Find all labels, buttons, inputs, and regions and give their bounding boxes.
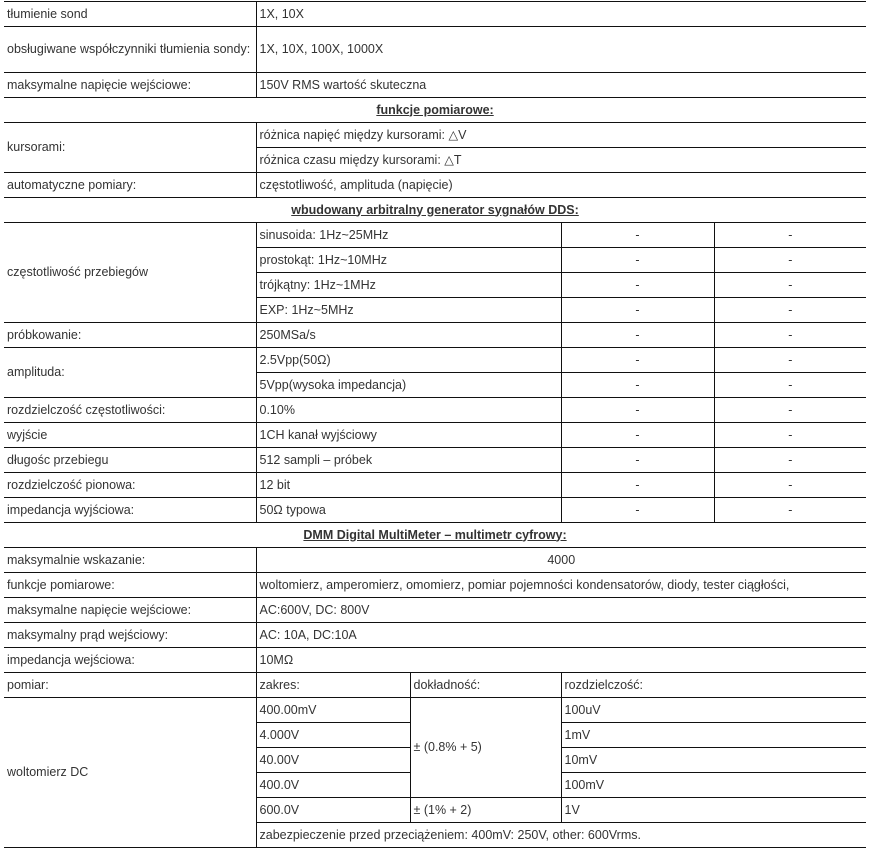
amp-value: 2.5Vpp(50Ω) [256,348,561,373]
dash-cell: - [714,323,866,348]
table-row [4,2,866,27]
dash-cell: - [714,373,866,398]
dash-cell: - [714,448,866,473]
dash-cell: - [714,473,866,498]
table-row [4,598,866,623]
vdc-acc: ± (1% + 2) [410,798,561,823]
vdc-res: 100mV [561,773,866,798]
dmm-header: DMM Digital MultiMeter – multimetr cyfrowy: [4,523,866,548]
spec-table [4,1,866,848]
dash-cell: - [714,248,866,273]
cursor-dv: różnica napięć między kursorami: △V [256,123,866,148]
table-row [4,27,866,73]
vres-label: rozdzielczość pionowa: [4,473,256,498]
vdc-range: 40.00V [256,748,410,773]
amp-value: 5Vpp(wysoka impedancja) [256,373,561,398]
table-row [4,673,866,698]
dash-cell: - [561,373,714,398]
dash-cell: - [714,298,866,323]
meas-label: pomiar: [4,673,256,698]
freq-value: EXP: 1Hz~5MHz [256,298,561,323]
dash-cell: - [561,498,714,523]
dash-cell: - [561,398,714,423]
dash-cell: - [714,398,866,423]
probe-attenuation-value: 1X, 10X [256,2,866,27]
out-value: 1CH kanał wyjściowy [256,423,561,448]
table-row [4,698,866,723]
table-row [4,423,866,448]
maxread-value: 4000 [256,548,866,573]
len-label: długośc przebiegu [4,448,256,473]
vdc-res: 1V [561,798,866,823]
section-header [4,523,866,548]
dash-cell: - [714,423,866,448]
col-acc: dokładność: [410,673,561,698]
dmm-maxv-value: AC:600V, DC: 800V [256,598,866,623]
dash-cell: - [714,223,866,248]
freq-value: trójkątny: 1Hz~1MHz [256,273,561,298]
table-row [4,348,866,373]
dash-cell: - [561,473,714,498]
measure-header: funkcje pomiarowe: [4,98,866,123]
imp-label: impedancja wyjściowa: [4,498,256,523]
imp-value: 50Ω typowa [256,498,561,523]
func-label: funkcje pomiarowe: [4,573,256,598]
maxi-value: AC: 10A, DC:10A [256,623,866,648]
len-value: 512 sampli – próbek [256,448,561,473]
cursor-dt: różnica czasu między kursorami: △T [256,148,866,173]
sampling-value: 250MSa/s [256,323,561,348]
vdc-range: 400.00mV [256,698,410,723]
probe-coeff-label: obsługiwane współczynniki tłumienia sondy: [4,27,256,73]
col-res: rozdzielczość: [561,673,866,698]
dash-cell: - [561,448,714,473]
out-label: wyjście [4,423,256,448]
table-row [4,623,866,648]
table-row [4,223,866,248]
dash-cell: - [561,423,714,448]
table-row [4,573,866,598]
table-row [4,498,866,523]
table-row [4,173,866,198]
dmm-imp-label: impedancja wejściowa: [4,648,256,673]
table-row [4,323,866,348]
table-row [4,473,866,498]
cursor-label: kursorami: [4,123,256,173]
vdc-range: 4.000V [256,723,410,748]
dmm-imp-value: 10MΩ [256,648,866,673]
dash-cell: - [561,273,714,298]
freq-label: częstotliwość przebiegów [4,223,256,323]
vdc-acc: ± (0.8% + 5) [410,698,561,798]
protection: zabezpieczenie przed przeciążeniem: 400mV: 250V, other: 600Vrms. [256,823,866,848]
dds-header: wbudowany arbitralny generator sygnałów DDS: [4,198,866,223]
table-row [4,548,866,573]
maxi-label: maksymalny prąd wejściowy: [4,623,256,648]
dash-cell: - [714,273,866,298]
table-row [4,123,866,148]
dash-cell: - [561,248,714,273]
freq-value: sinusoida: 1Hz~25MHz [256,223,561,248]
probe-maxv-value: 150V RMS wartość skuteczna [256,73,866,98]
probe-attenuation-label: tłumienie sond [4,2,256,27]
maxread-label: maksymalnie wskazanie: [4,548,256,573]
dash-cell: - [561,323,714,348]
func-value: woltomierz, amperomierz, omomierz, pomiar pojemności kondensatorów, diody, tester ciągłości, [256,573,866,598]
dash-cell: - [561,348,714,373]
auto-value: częstotliwość, amplituda (napięcie) [256,173,866,198]
col-range: zakres: [256,673,410,698]
table-row [4,73,866,98]
dash-cell: - [714,498,866,523]
dash-cell: - [561,223,714,248]
section-header [4,198,866,223]
freq-value: prostokąt: 1Hz~10MHz [256,248,561,273]
vres-value: 12 bit [256,473,561,498]
auto-label: automatyczne pomiary: [4,173,256,198]
res-label: rozdzielczość częstotliwości: [4,398,256,423]
sampling-label: próbkowanie: [4,323,256,348]
vdc-res: 1mV [561,723,866,748]
vdc-res: 10mV [561,748,866,773]
section-header [4,98,866,123]
vdc-range: 400.0V [256,773,410,798]
dash-cell: - [561,298,714,323]
amp-label: amplituda: [4,348,256,398]
dash-cell: - [714,348,866,373]
vdc-label: woltomierz DC [4,698,256,848]
table-row [4,648,866,673]
vdc-range: 600.0V [256,798,410,823]
dmm-maxv-label: maksymalne napięcie wejściowe: [4,598,256,623]
table-row [4,398,866,423]
table-row [4,448,866,473]
probe-maxv-label: maksymalne napięcie wejściowe: [4,73,256,98]
res-value: 0.10% [256,398,561,423]
vdc-res: 100uV [561,698,866,723]
probe-coeff-value: 1X, 10X, 100X, 1000X [256,27,866,73]
